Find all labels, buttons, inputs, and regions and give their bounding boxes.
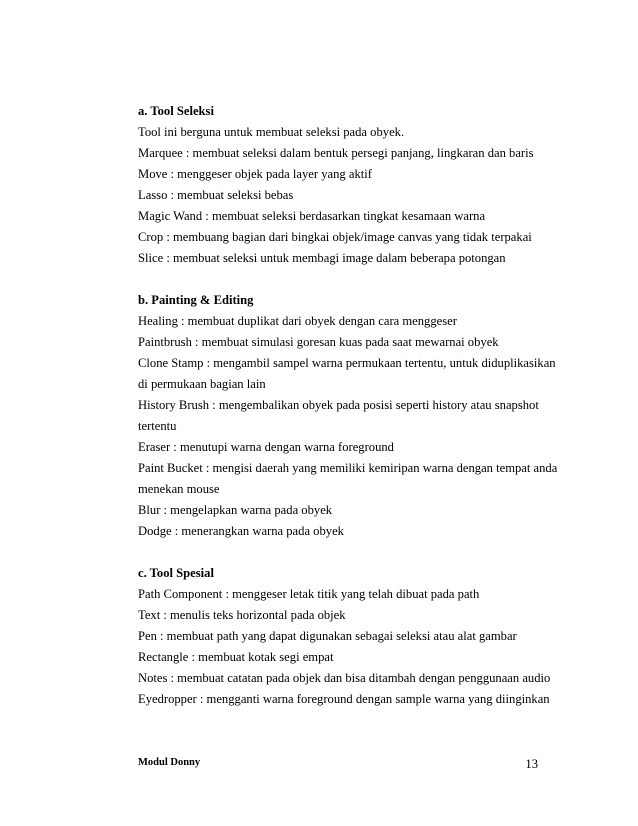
text-line: Crop : membuang bagian dari bingkai objek/image canvas yang tidak terpakai <box>138 230 532 244</box>
section-painting-editing <box>138 290 598 542</box>
page-number: 13 <box>525 757 538 771</box>
text-line: Path Component : menggeser letak titik yang telah dibuat pada path <box>138 587 480 601</box>
text-line: Eyedropper : mengganti warna foreground dengan sample warna yang diinginkan <box>138 692 550 706</box>
section-tool-spesial <box>138 563 598 710</box>
text-line: Magic Wand : membuat seleksi berdasarkan tingkat kesamaan warna <box>138 209 486 223</box>
text-line: Eraser : menutupi warna dengan warna foreground <box>138 440 394 454</box>
text-line: tertentu <box>138 419 177 433</box>
text-line: Dodge : menerangkan warna pada obyek <box>138 524 344 538</box>
section-tool-seleksi <box>138 101 598 269</box>
text-line: Slice : membuat seleksi untuk membagi image dalam beberapa potongan <box>138 251 506 265</box>
document-body <box>138 101 598 710</box>
text-line: Marquee : membuat seleksi dalam bentuk persegi panjang, lingkaran dan baris <box>138 146 534 160</box>
footer-author: Modul Donny <box>138 757 201 768</box>
section-heading: c. Tool Spesial <box>138 566 214 580</box>
text-line: Text : menulis teks horizontal pada objek <box>138 608 346 622</box>
text-line: Notes : membuat catatan pada objek dan bisa ditambah dengan penggunaan audio <box>138 671 551 685</box>
text-line: Paintbrush : membuat simulasi goresan kuas pada saat mewarnai obyek <box>138 335 499 349</box>
text-line: Blur : mengelapkan warna pada obyek <box>138 503 333 517</box>
text-line: menekan mouse <box>138 482 220 496</box>
text-line: Clone Stamp : mengambil sampel warna permukaan tertentu, untuk diduplikasikan <box>138 356 556 370</box>
text-line: Move : menggeser objek pada layer yang aktif <box>138 167 372 181</box>
text-line: Rectangle : membuat kotak segi empat <box>138 650 334 664</box>
text-line: History Brush : mengembalikan obyek pada posisi seperti history atau snapshot <box>138 398 539 412</box>
text-line: di permukaan bagian lain <box>138 377 266 391</box>
text-line: Lasso : membuat seleksi bebas <box>138 188 294 202</box>
text-line: Paint Bucket : mengisi daerah yang memiliki kemiripan warna dengan tempat anda <box>138 461 558 475</box>
text-line: Tool ini berguna untuk membuat seleksi pada obyek. <box>138 125 405 139</box>
section-heading: b. Painting & Editing <box>138 293 254 307</box>
text-line: Healing : membuat duplikat dari obyek dengan cara menggeser <box>138 314 457 328</box>
text-line: Pen : membuat path yang dapat digunakan sebagai seleksi atau alat gambar <box>138 629 517 643</box>
section-heading: a. Tool Seleksi <box>138 104 214 118</box>
